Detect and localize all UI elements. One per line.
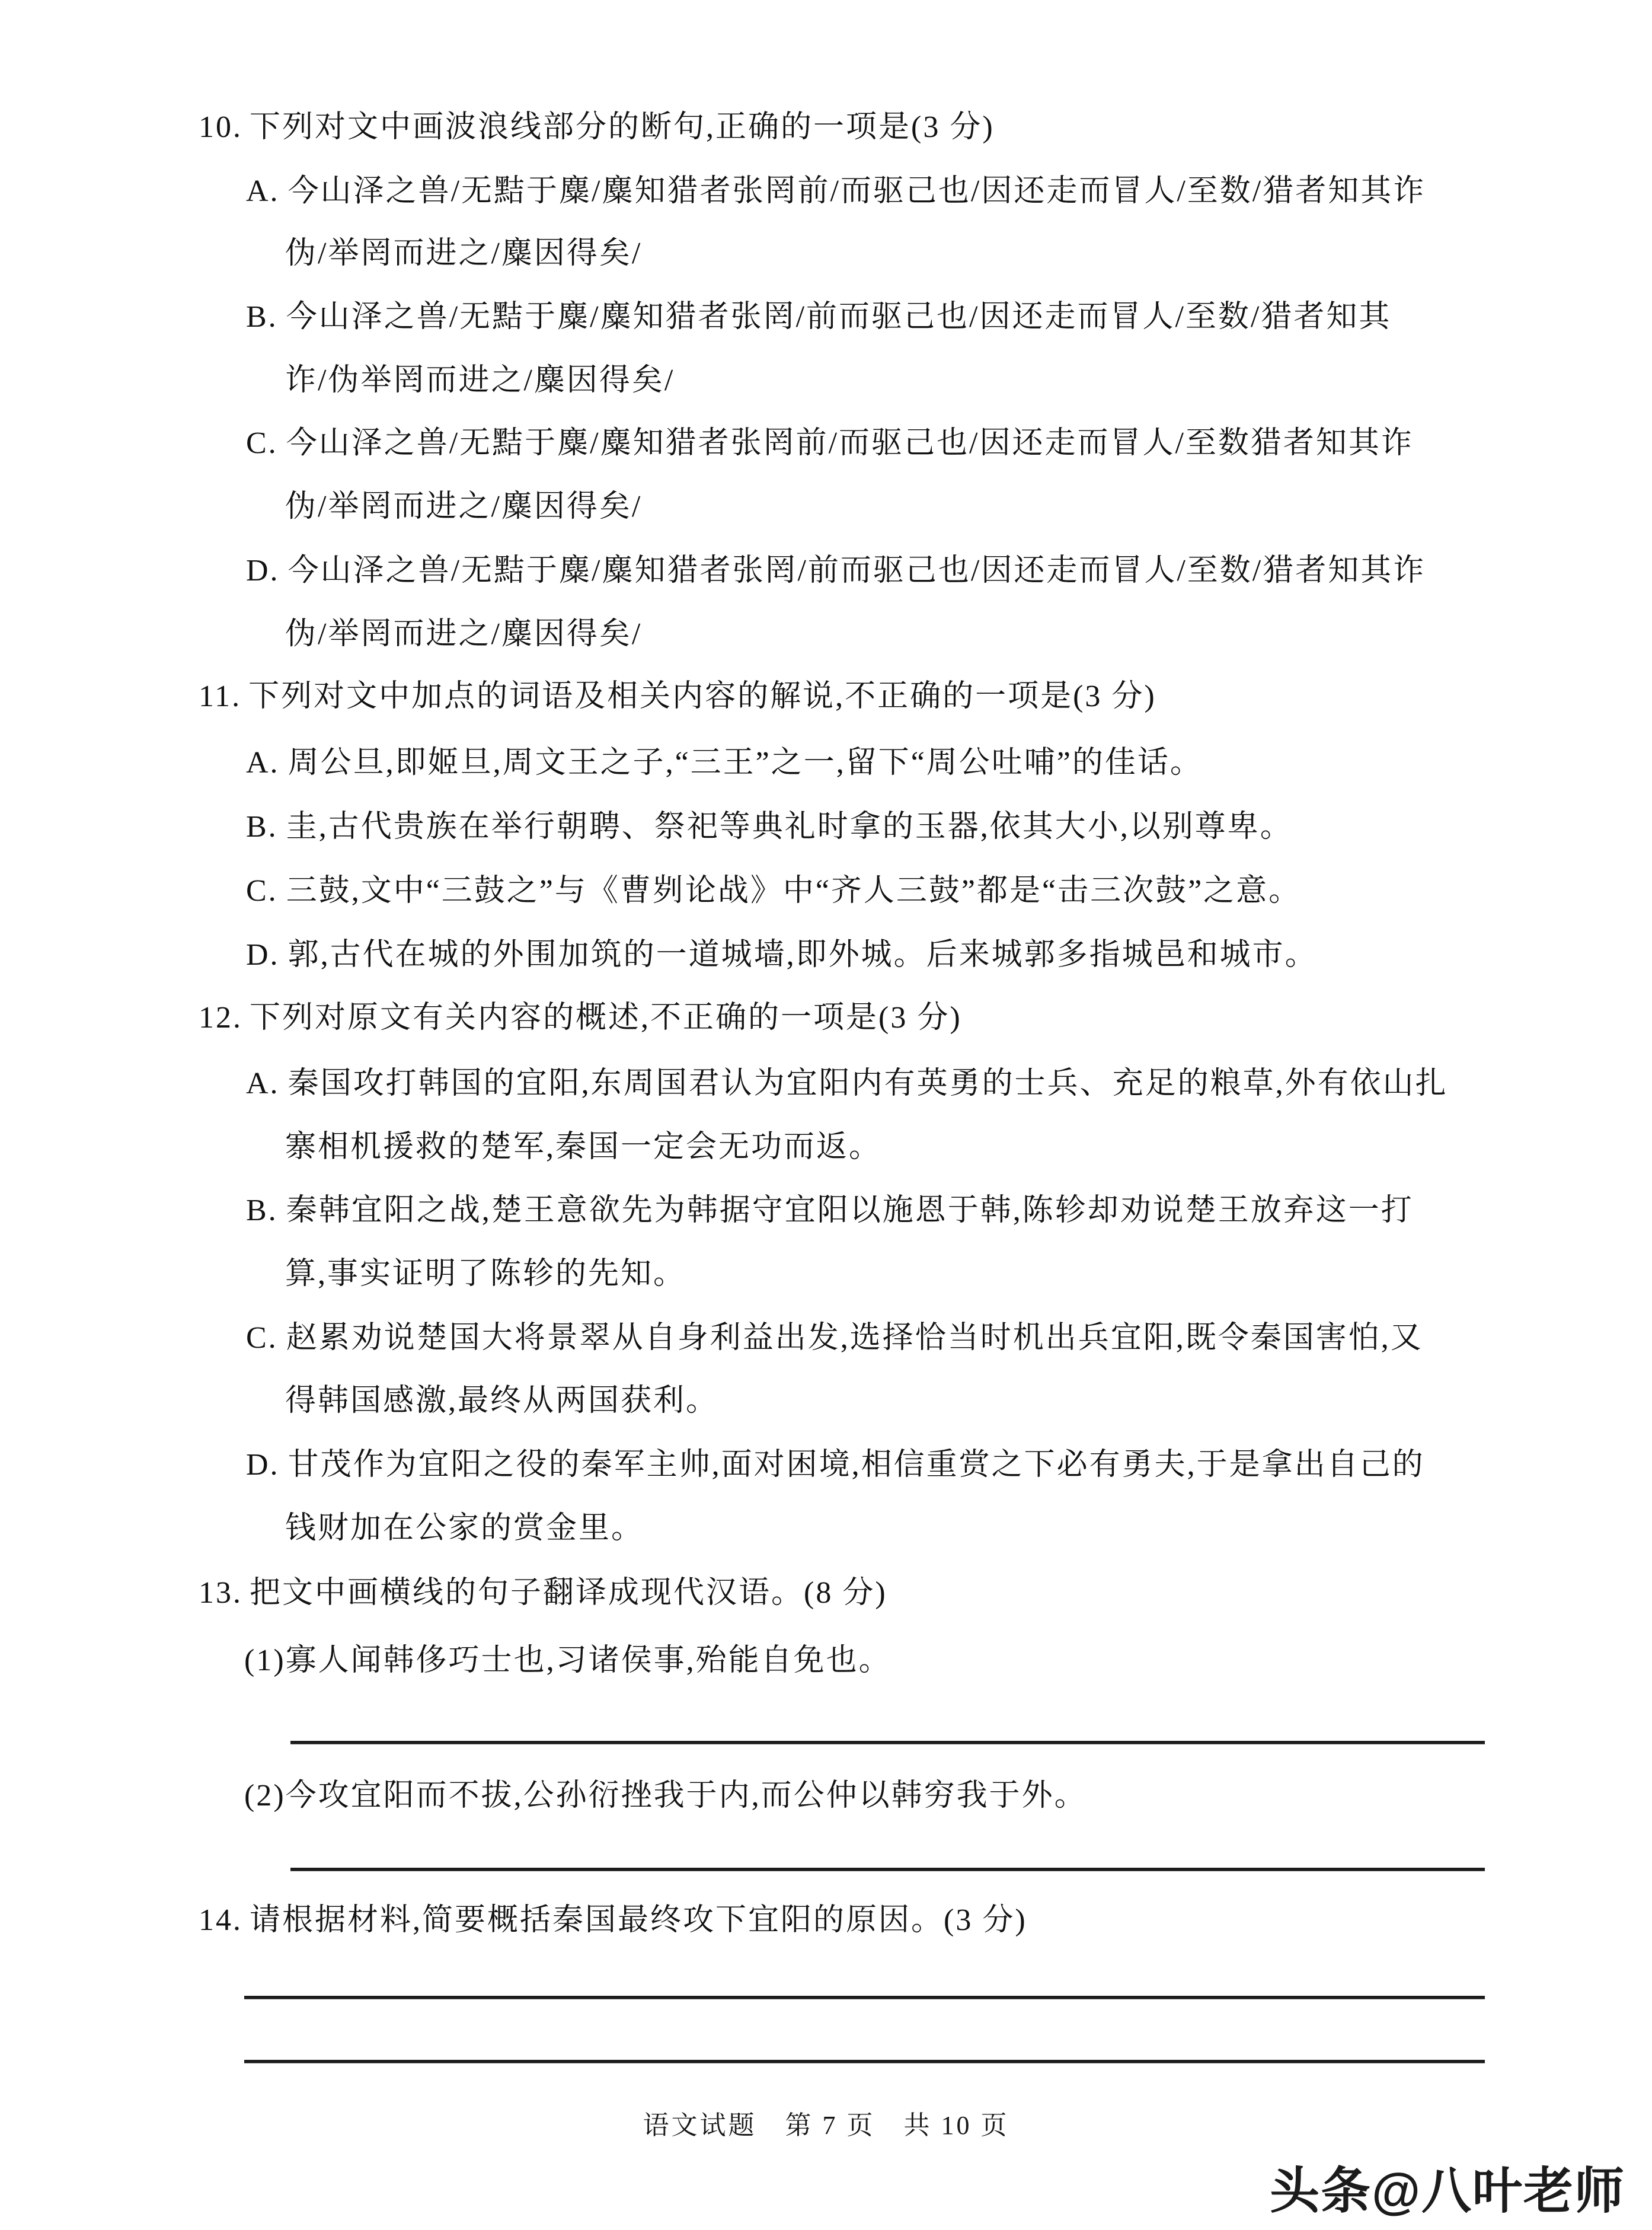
- q10-option-d-line1: [246, 550, 1426, 592]
- question-14-stem: [199, 1900, 1027, 1941]
- q12-option-d-label: D.: [246, 1448, 280, 1482]
- q10-option-c-line2: 伪/举罔而进之/麋因得矣/: [285, 490, 643, 524]
- q10-option-b-label: B.: [246, 300, 278, 334]
- q13-sentence-1: (1)寡人闻韩侈巧士也,习诸侯事,殆能自免也。: [244, 1644, 891, 1677]
- answer-line-3: [244, 1996, 1485, 1999]
- q12-option-d-line2: 钱财加在公家的赏金里。: [285, 1511, 644, 1545]
- question-12-text: 下列对原文有关内容的概述,不正确的一项是(3 分): [250, 1001, 962, 1035]
- q11-option-b: [246, 806, 1293, 848]
- q11-option-a-text: 周公旦,即姬旦,周文王之子,“三王”之一,留下“周公吐哺”的佳话。: [287, 746, 1203, 780]
- question-14-number: 14.: [199, 1903, 242, 1937]
- answer-line-4: [244, 2060, 1485, 2063]
- q11-option-c: [246, 870, 1301, 912]
- q13-sentence-2: (2)今攻宜阳而不拔,公孙衍挫我于内,而公仲以韩穷我于外。: [244, 1779, 1087, 1813]
- q12-option-c-line2: 得韩国感激,最终从两国获利。: [285, 1384, 719, 1418]
- q11-option-a: [246, 742, 1203, 784]
- question-11-text: 下列对文中加点的词语及相关内容的解说,不正确的一项是(3 分): [248, 679, 1156, 713]
- q12-option-b-line2: 算,事实证明了陈轸的先知。: [285, 1257, 686, 1291]
- question-12-stem: [199, 997, 962, 1039]
- q10-option-a-line1: [246, 171, 1426, 212]
- q10-option-c-label: C.: [246, 426, 278, 460]
- q12-option-a-line1: [246, 1063, 1448, 1105]
- watermark: 头条@八叶老师: [1270, 2163, 1625, 2219]
- question-10-number: 10.: [199, 110, 242, 144]
- q12-option-b-text1: 秦韩宜阳之战,楚王意欲先为韩据守宜阳以施恩于韩,陈轸却劝说楚王放弃这一打: [286, 1194, 1414, 1227]
- question-10-text: 下列对文中画波浪线部分的断句,正确的一项是(3 分): [250, 110, 995, 144]
- q12-option-b-line1: [246, 1190, 1414, 1232]
- q12-option-c-text1: 赵累劝说楚国大将景翠从自身利益出发,选择恰当时机出兵宜阳,既令秦国害怕,又: [286, 1321, 1423, 1355]
- question-14-text: 请根据材料,简要概括秦国最终攻下宜阳的原因。(3 分): [250, 1903, 1027, 1937]
- q10-option-a-text1: 今山泽之兽/无黠于麋/麋知猎者张罔前/而驱己也/因还走而冒人/至数/猎者知其诈: [287, 174, 1426, 208]
- q11-option-c-text: 三鼓,文中“三鼓之”与《曹刿论战》中“齐人三鼓”都是“击三次鼓”之意。: [286, 874, 1302, 908]
- answer-line-1: [290, 1741, 1485, 1744]
- q10-option-b-text1: 今山泽之兽/无黠于麋/麋知猎者张罔/前而驱己也/因还走而冒人/至数/猎者知其: [286, 300, 1392, 334]
- q12-option-c-label: C.: [246, 1321, 278, 1355]
- q12-option-b-label: B.: [246, 1194, 278, 1227]
- q12-option-a-text1: 秦国攻打韩国的宜阳,东周国君认为宜阳内有英勇的士兵、充足的粮草,外有依山扎: [287, 1067, 1448, 1100]
- q11-option-c-label: C.: [246, 874, 278, 908]
- question-10-stem: [199, 107, 995, 148]
- q11-option-d-label: D.: [246, 938, 280, 972]
- q10-option-c-text1: 今山泽之兽/无黠于麋/麋知猎者张罔前/而驱己也/因还走而冒人/至数猎者知其诈: [286, 426, 1414, 460]
- q11-option-d-text: 郭,古代在城的外围加筑的一道城墙,即外城。后来城郭多指城邑和城市。: [287, 938, 1318, 972]
- q12-option-a-line2: 寨相机援救的楚军,秦国一定会无功而返。: [285, 1130, 882, 1164]
- question-12-number: 12.: [199, 1001, 242, 1035]
- question-11-number: 11.: [199, 679, 242, 713]
- q10-option-a-line2: 伪/举罔而进之/麋因得矣/: [285, 237, 643, 270]
- q12-option-d-text1: 甘茂作为宜阳之役的秦军主帅,面对困境,相信重赏之下必有勇夫,于是拿出自己的: [287, 1448, 1425, 1482]
- question-11-stem: [199, 676, 1156, 717]
- q11-option-b-label: B.: [246, 810, 278, 844]
- q10-option-b-line2: 诈/伪举罔而进之/麋因得矣/: [285, 363, 675, 397]
- q11-option-a-label: A.: [246, 746, 280, 780]
- q12-option-a-label: A.: [246, 1067, 280, 1100]
- q10-option-b-line1: [246, 296, 1391, 338]
- q11-option-d: [246, 934, 1318, 976]
- q10-option-c-line1: [246, 423, 1414, 464]
- q12-option-c-line1: [246, 1317, 1423, 1359]
- q10-option-d-label: D.: [246, 554, 280, 588]
- question-13-text: 把文中画横线的句子翻译成现代汉语。(8 分): [250, 1576, 887, 1610]
- answer-line-2: [290, 1868, 1485, 1871]
- page-footer: 语文试题 第 7 页 共 10 页: [643, 2111, 1009, 2140]
- q10-option-d-line2: 伪/举罔而进之/麋因得矣/: [285, 617, 643, 651]
- q10-option-d-text1: 今山泽之兽/无黠于麋/麋知猎者张罔/前而驱己也/因还走而冒人/至数/猎者知其诈: [287, 554, 1426, 588]
- q10-option-a-label: A.: [246, 174, 280, 208]
- q11-option-b-text: 圭,古代贵族在举行朝聘、祭祀等典礼时拿的玉器,依其大小,以别尊卑。: [286, 810, 1293, 844]
- question-13-stem: [199, 1572, 887, 1614]
- question-13-number: 13.: [199, 1576, 242, 1610]
- q12-option-d-line1: [246, 1444, 1425, 1486]
